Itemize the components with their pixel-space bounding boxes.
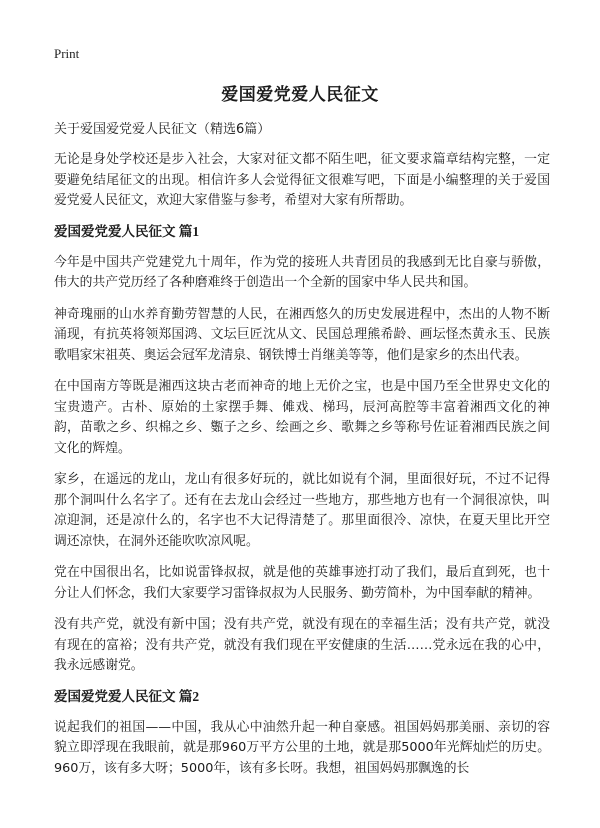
section-heading-1: 爱国爱党爱人民征文 篇1 [54,223,200,239]
section-1-paragraph: 没有共产党，就没有新中国；没有共产党，就没有现在的幸福生活；没有共产党，就没有现在的富裕；没有共产党，就没有我们现在平安健康的生活……党永远在我的心中，我永远感谢党。 [54,617,550,673]
print-link[interactable]: Print [54,46,80,61]
section-2-paragraph: 说起我们的祖国——中国，我从心中油然升起一种自豪感。祖国妈妈那美丽、亲切的容貌立即浮现在我眼前，就是那960万平方公里的土地，就是那5000年光辉灿烂的历史。960万，该有多大呀；5000年，该有多长呀。我想，祖国妈妈那飘逸的长 [54,719,550,776]
article-body [54,120,550,790]
article-subtitle: 关于爱国爱党爱人民征文（精选6篇） [54,122,271,137]
section-1-paragraph: 党在中国很出名，比如说雷锋叔叔，就是他的英雄事迹打动了我们，最后直到死，也十分让人们怀念，我们大家要学习雷锋叔叔为人民服务、勤劳简朴，为中国奉献的精神。 [54,565,550,601]
section-1-paragraph: 在中国南方等既是湘西这块古老而神奇的地上无价之宝，也是中国乃至全世界史文化的宝贵遗产。古朴、原始的土家摆手舞、傩戏、梯玛，辰河高腔等丰富着湘西文化的神韵，苗歌之乡、织棉之乡、㽊子之乡、绘画之乡、歌舞之乡等称号佐证着湘西民族之间文化的辉煌。 [54,379,550,456]
section-1-paragraph: 神奇瑰丽的山水养育勤劳智慧的人民，在湘西悠久的历史发展进程中，杰出的人物不断涌现，有抗英将领郑国鸿、文坛巨匠沈从文、民国总理熊希龄、画坛怪杰黄永玉、民族歌唱家宋祖英、奥运会冠军龙清泉、钢铁博士肖继美等等，他们是家乡的杰出代表。 [54,306,550,363]
intro-paragraph: 无论是身处学校还是步入社会，大家对征文都不陌生吧，征文要求篇章结构完整，一定要避免结尾征文的出现。相信许多人会觉得征文很难写吧，下面是小编整理的关于爱国爱党爱人民征文，欢迎大家借鉴与参考，希望对大家有所帮助。 [54,152,550,208]
section-1-paragraph: 今年是中国共产党建党九十周年，作为党的接班人共青团员的我感到无比自豪与骄傲，伟大的共产党历经了各种磨难终于创造出一个全新的国家中华人民共和国。 [54,254,550,290]
page-title: 爱国爱党爱人民征文 [221,85,379,105]
section-heading-2: 爱国爱党爱人民征文 篇2 [54,688,200,704]
section-1-paragraph: 家乡，在遥远的龙山，龙山有很多好玩的，就比如说有个洞，里面很好玩，不过不记得那个洞叫什么名字了。还有在去龙山会经过一些地方，那些地方也有一个洞很凉快，叫凉迎洞，还是凉什么的，名字也不大记得清楚了。那里面很冷、凉快，在夏天里比开空调还凉快，在洞外还能吹吹凉风呢。 [54,472,550,549]
